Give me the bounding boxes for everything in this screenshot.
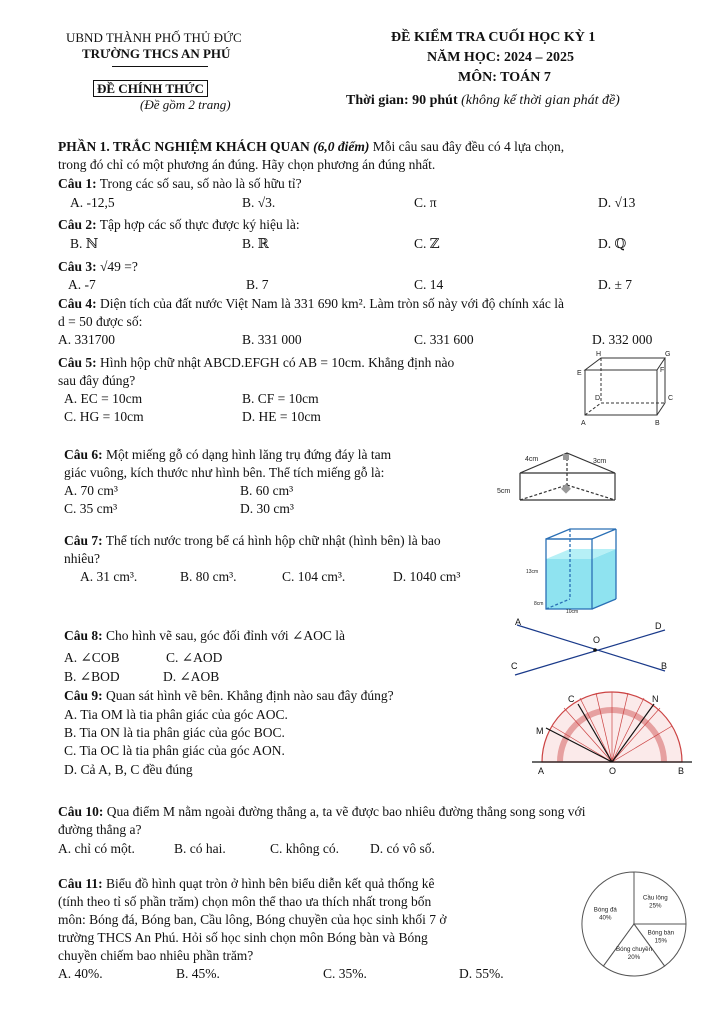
q10-option-c: C. không có. [270, 841, 339, 856]
q6-option-d: D. 30 cm³ [240, 501, 294, 516]
q5-label: Câu 5: [58, 355, 97, 370]
q5-vertex-c: C [668, 395, 674, 402]
pie-label-4-2: 20% [627, 954, 641, 962]
q11-text-line3: môn: Bóng đá, Bóng ban, Cầu lông, Bóng chuyền của học sinh khối 7 ở [58, 912, 447, 927]
q9-option-c: C. Tia OC là tia phân giác của góc AON. [64, 743, 285, 758]
q1-option-a: A. -12,5 [70, 195, 115, 210]
q10-text: Qua điểm M nằm ngoài đường thẳng a, ta vẽ được bao nhiêu đường thẳng song song với [106, 804, 586, 819]
q5-text-line2: sau đây đúng? [58, 373, 136, 388]
q8-option-d: D. ∠AOB [163, 669, 220, 684]
q9-label-c: C [568, 694, 575, 704]
q4-label: Câu 4: [58, 296, 97, 311]
q9-label-o: O [609, 766, 617, 776]
q10-option-d: D. có vô số. [370, 841, 435, 856]
q7-tank-top [546, 529, 616, 539]
q4-option-d: D. 332 000 [592, 332, 653, 347]
q9-label-b: B [678, 766, 685, 776]
q6-label-4cm: 4cm [525, 456, 539, 463]
official-exam-badge: ĐỀ CHÍNH THỨC [93, 80, 208, 97]
q6-label-5cm: 5cm [497, 488, 511, 495]
q5-box-front-face [585, 370, 657, 415]
q9-label-a: A [538, 766, 545, 776]
q10-label: Câu 10: [58, 804, 104, 819]
q7-text-line2: nhiêu? [64, 551, 100, 566]
q6-right-angle-mark [563, 454, 569, 460]
q7-option-a: A. 31 cm³. [80, 569, 138, 584]
part1-intro: Mỗi câu sau đây đều có 4 lựa chọn, [372, 139, 565, 154]
school-year: NĂM HỌC: 2024 – 2025 [427, 50, 574, 65]
part1-title: PHẦN 1. TRẮC NGHIỆM KHÁCH QUAN [58, 139, 310, 154]
q8-label-o: O [593, 635, 601, 645]
exam-title: ĐỀ KIỂM TRA CUỐI HỌC KỲ 1 [391, 30, 596, 45]
q9-label-m: M [536, 726, 544, 736]
q4-text: Diện tích của đất nước Việt Nam là 331 690 km². Làm tròn số này với độ chính xác là [100, 296, 564, 311]
q6-prism-figure [495, 445, 640, 515]
q2-option-d: D. ℚ [598, 236, 627, 251]
q11-text-line2: (tính theo tỉ số phần trăm) chọn môn thể thao ưa thích nhất trong bốn [58, 894, 432, 909]
q9-option-a: A. Tia OM là tia phân giác của góc AOC. [64, 707, 288, 722]
q6-option-c: C. 35 cm³ [64, 501, 118, 516]
q3-text: √49 =? [100, 259, 138, 274]
q9-option-d: D. Cả A, B, C đều đúng [64, 762, 193, 777]
q8-label: Câu 8: [64, 628, 103, 643]
q2-label: Câu 2: [58, 217, 97, 232]
q2-text: Tập hợp các số thực được ký hiệu là: [99, 217, 300, 232]
q6-option-b: B. 60 cm³ [240, 483, 294, 498]
pie-label-2-1: Cầu lông [642, 894, 668, 902]
q4-option-c: C. 331 600 [414, 332, 474, 347]
pie-label-1-1: Bóng đá [593, 906, 617, 914]
q3-option-c: C. 14 [414, 277, 444, 292]
q9-text: Quan sát hình vẽ bên. Khẳng định nào sau đây đúng? [106, 688, 394, 703]
q11-label: Câu 11: [58, 876, 103, 891]
q8-label-a: A [515, 617, 522, 627]
q5-vertex-b: B [655, 420, 660, 427]
q9-label-n: N [652, 694, 659, 704]
q5-option-b: B. CF = 10cm [242, 391, 319, 406]
q7-label-width: 8cm [534, 601, 544, 607]
q7-label-height: 13cm [526, 569, 539, 575]
q5-option-a: A. EC = 10cm [64, 391, 143, 406]
q7-text: Thể tích nước trong bể cá hình hộp chữ nhật (hình bên) là bao [105, 533, 441, 548]
q9-protractor-figure [530, 690, 695, 780]
q3-option-a: A. -7 [68, 277, 96, 292]
q11-pie-chart [575, 868, 693, 980]
q8-point-o [593, 648, 597, 652]
pie-label-2-2: 25% [649, 902, 662, 910]
pie-label-3-1: Bóng bàn [647, 929, 675, 937]
q1-option-d: D. √13 [598, 195, 636, 210]
q5-vertex-g: G [665, 351, 671, 358]
q11-text-line4: trường THCS An Phú. Hỏi số học sinh chọn môn Bóng bàn và Bóng [58, 930, 428, 945]
q5-box-top-face [585, 358, 665, 370]
q5-vertex-h: H [596, 351, 602, 358]
subject: MÔN: TOÁN 7 [458, 70, 551, 85]
q4-option-a: A. 331700 [58, 332, 115, 347]
pie-label-1-2: 40% [599, 914, 612, 922]
q8-line-ab [517, 625, 668, 671]
q9-label: Câu 9: [64, 688, 103, 703]
q8-line-cd [515, 630, 668, 675]
q5-vertex-f: F [660, 367, 665, 374]
q7-label-length: 10cm [566, 609, 579, 615]
q11-option-a: A. 40%. [58, 966, 103, 981]
part1-points: (6,0 điểm) [313, 139, 370, 154]
q5-option-c: C. HG = 10cm [64, 409, 144, 424]
exam-time-note: (không kể thời gian phát đề) [461, 93, 620, 108]
q4-option-b: B. 331 000 [242, 332, 302, 347]
q11-text-line1: Biểu đồ hình quạt tròn ở hình bên biểu diễn kết quả thống kê [106, 876, 435, 891]
q7-option-b: B. 80 cm³. [180, 569, 237, 584]
q7-label: Câu 7: [64, 533, 103, 548]
q6-label-3cm: 3cm [593, 458, 607, 465]
q3-option-d: D. ± 7 [598, 277, 633, 292]
q1-text: Trong các số sau, số nào là số hữu tỉ? [99, 176, 302, 191]
q6-text: Một miếng gỗ có dạng hình lăng trụ đứng đáy là tam [106, 447, 392, 462]
q5-text: Hình hộp chữ nhật ABCD.EFGH có AB = 10cm. Khẳng định nào [100, 355, 455, 370]
q1-label: Câu 1: [58, 176, 97, 191]
pie-label-4-1: Bóng chuyền [615, 946, 653, 954]
q8-vertical-angles-figure [505, 615, 680, 685]
q8-label-d: D [655, 621, 662, 631]
q5-vertex-e: E [577, 370, 582, 377]
q9-option-b: B. Tia ON là tia phân giác của góc BOC. [64, 725, 285, 740]
q5-vertex-a: A [581, 420, 586, 427]
exam-time: Thời gian: 90 phút [346, 93, 458, 108]
pages-note: (Đề gồm 2 trang) [140, 97, 231, 112]
district-name: UBND THÀNH PHỐ THỦ ĐỨC [66, 30, 242, 45]
q4-text-line2: d = 50 được số: [58, 314, 143, 329]
q8-option-b: B. ∠BOD [64, 669, 120, 684]
part1-intro-line2: trong đó chỉ có một phương án đúng. Hãy chọn phương án đúng nhất. [58, 157, 436, 172]
q3-option-b: B. 7 [246, 277, 269, 292]
q11-text-line5: chuyền chiếm bao nhiêu phần trăm? [58, 948, 254, 963]
q8-label-c: C [511, 661, 518, 671]
q3-label: Câu 3: [58, 259, 97, 274]
q5-vertex-d: D [595, 395, 601, 402]
school-name: TRƯỜNG THCS AN PHÚ [82, 46, 231, 61]
q7-tank-figure [520, 525, 630, 615]
q7-option-d: D. 1040 cm³ [393, 569, 461, 584]
q11-option-c: C. 35%. [323, 966, 367, 981]
q2-option-a: B. ℕ [70, 236, 99, 251]
q11-option-b: B. 45%. [176, 966, 220, 981]
q11-option-d: D. 55%. [459, 966, 504, 981]
q2-option-c: C. ℤ [414, 236, 440, 251]
q8-option-c: C. ∠AOD [166, 650, 223, 665]
header-divider [112, 66, 208, 67]
q8-label-b: B [661, 661, 668, 671]
q10-option-b: B. có hai. [174, 841, 226, 856]
q5-option-d: D. HE = 10cm [242, 409, 321, 424]
pie-label-3-2: 15% [654, 937, 668, 945]
q1-option-b: B. √3. [242, 195, 276, 210]
q2-option-b: B. ℝ [242, 236, 269, 251]
q6-option-a: A. 70 cm³ [64, 483, 118, 498]
q10-option-a: A. chỉ có một. [58, 841, 135, 856]
q10-text-line2: đường thẳng a? [58, 822, 142, 837]
q1-option-c: C. π [414, 195, 437, 210]
q7-option-c: C. 104 cm³. [282, 569, 346, 584]
q8-text: Cho hình vẽ sau, góc đối đỉnh với ∠AOC là [106, 628, 345, 643]
q6-label: Câu 6: [64, 447, 103, 462]
q5-box-figure [565, 348, 675, 428]
q8-option-a: A. ∠COB [64, 650, 120, 665]
q6-text-line2: giác vuông, kích thước như hình bên. Thể tích miếng gỗ là: [64, 465, 385, 480]
